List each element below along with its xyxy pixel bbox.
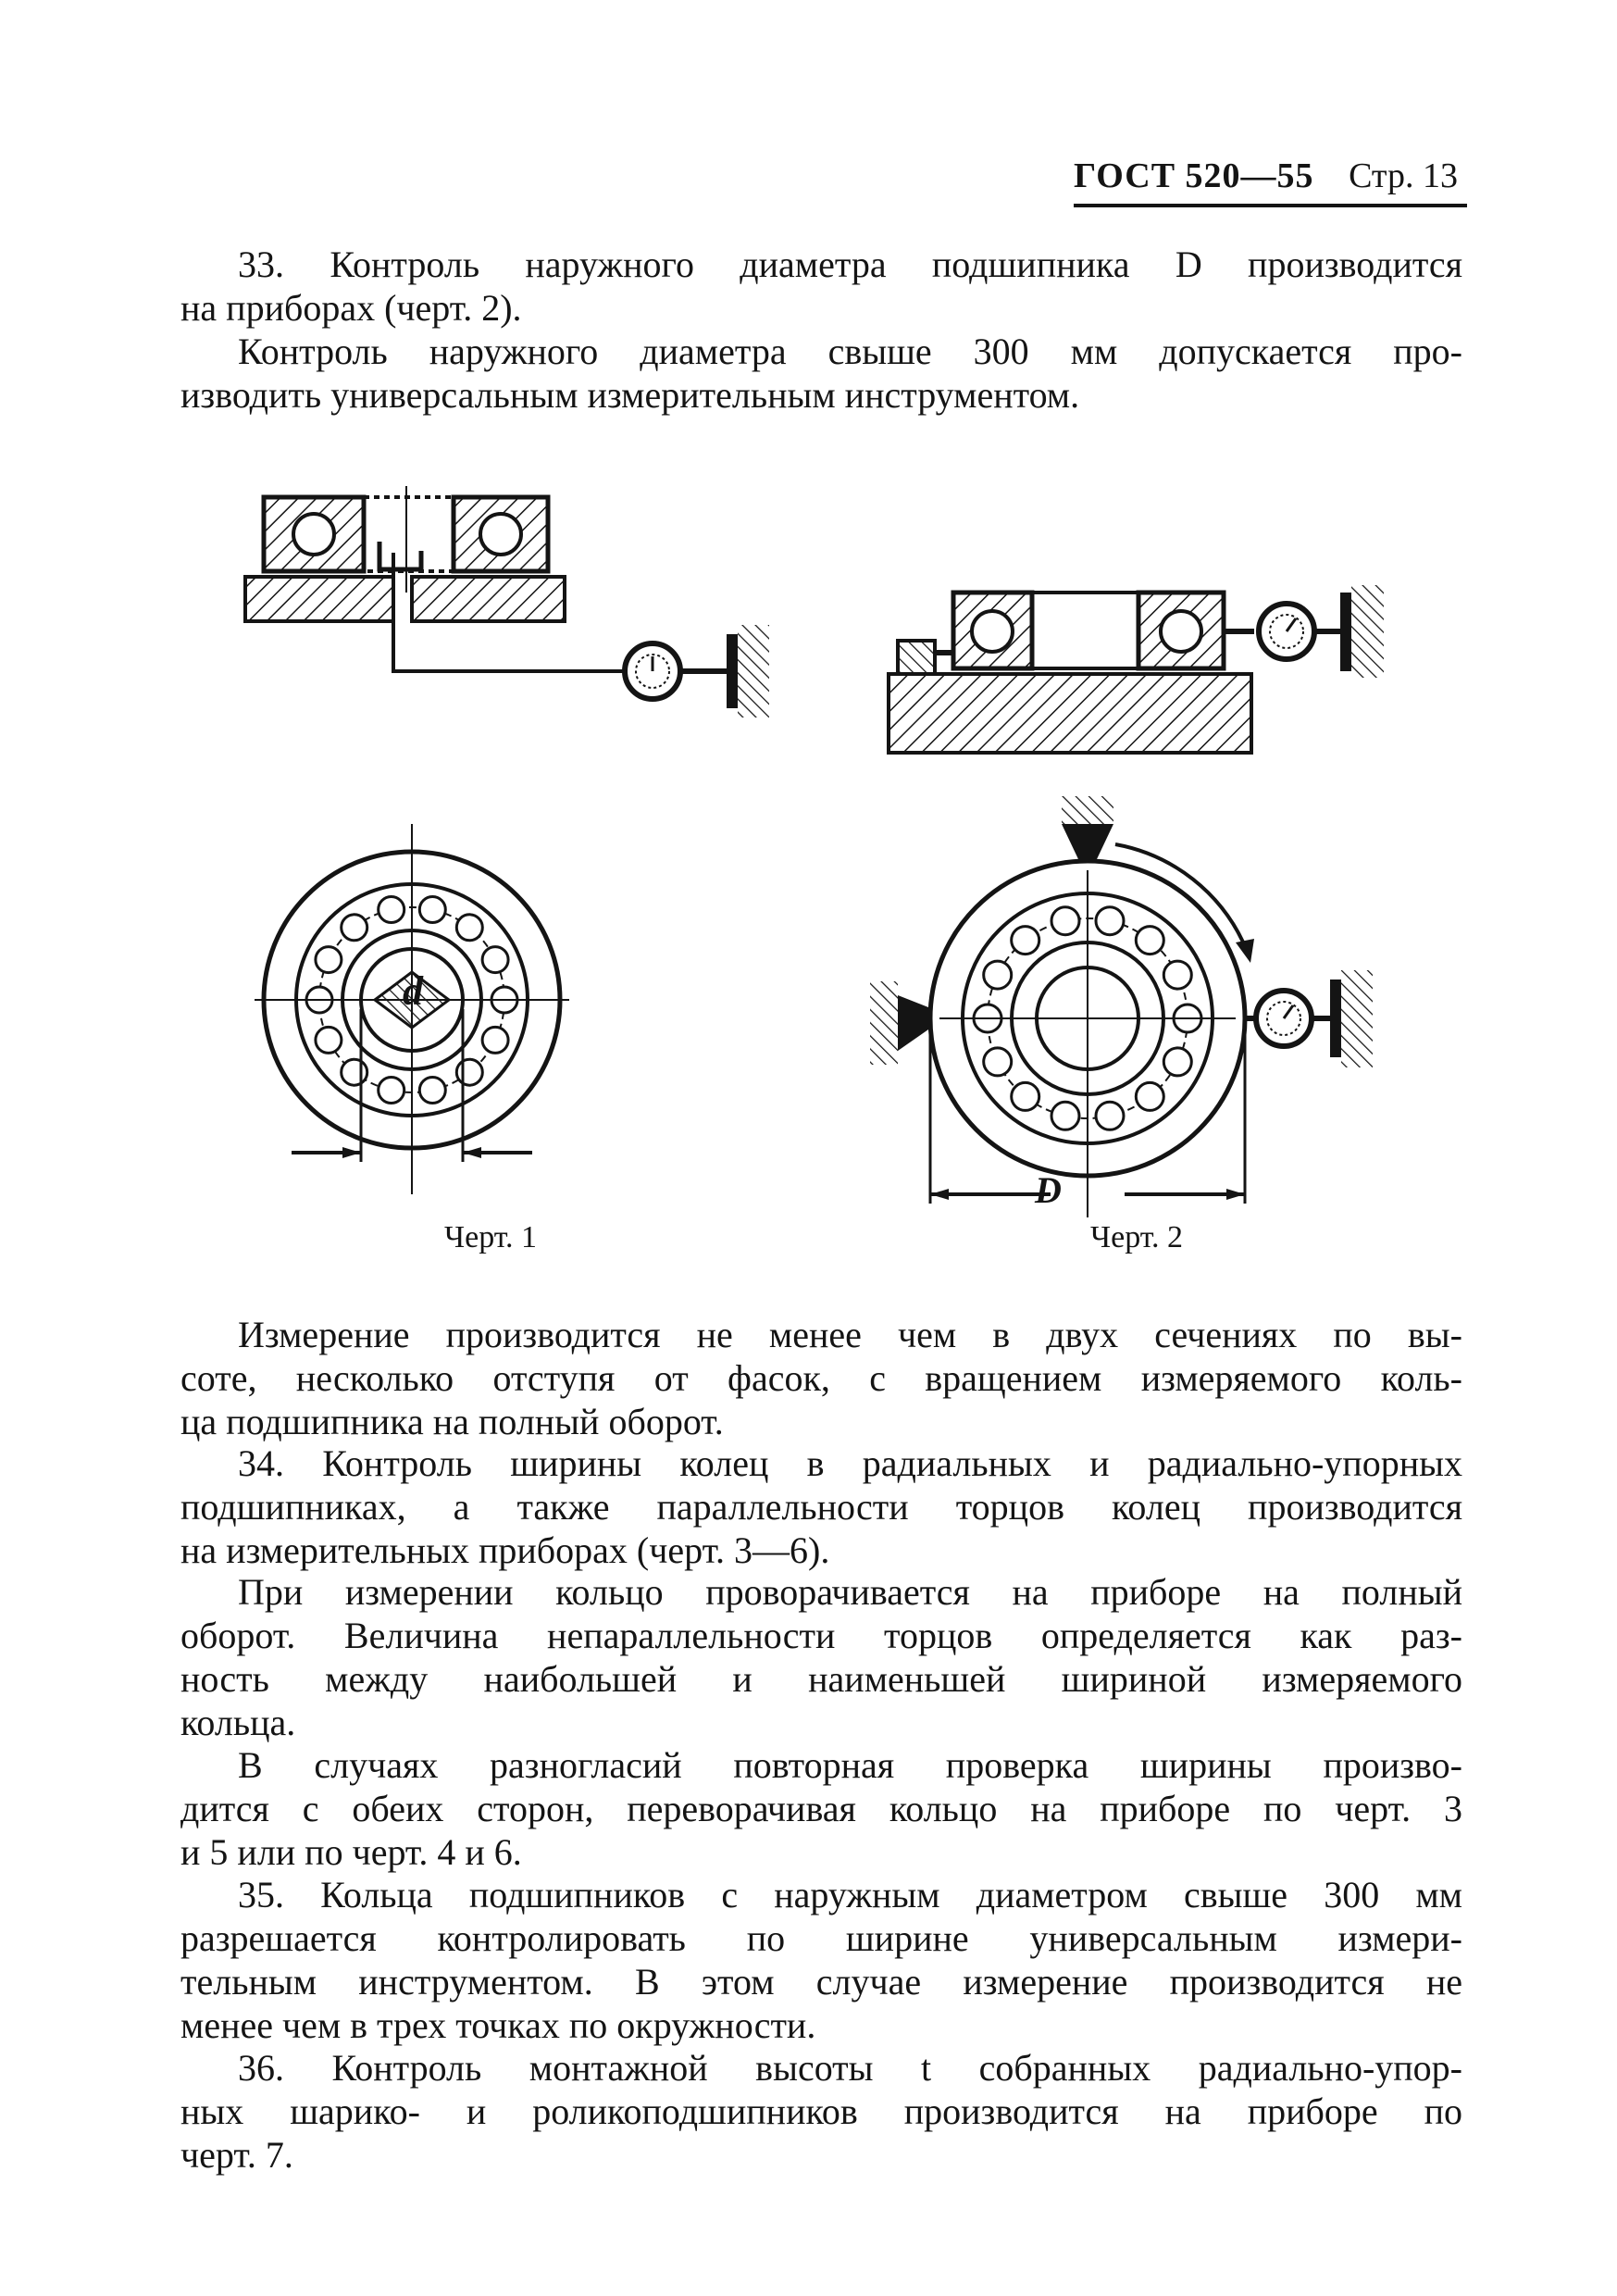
figure-1-caption: Черт. 1 (444, 1220, 538, 1254)
ball (419, 1078, 445, 1104)
support-stop (898, 641, 935, 674)
text-line: 34. Контроль ширины колец в радиальных и радиально-упорных (238, 1442, 1462, 1484)
text-line: на приборах (черт. 2). (180, 287, 522, 329)
paragraph-35 (180, 1873, 1462, 2047)
probe-tip (379, 542, 421, 569)
gauge-mount (1330, 980, 1341, 1057)
ball (1012, 1082, 1039, 1110)
text-line: Измерение производится не менее чем в двух сечениях по вы- (238, 1314, 1462, 1355)
text-line: 33. Контроль наружного диаметра подшипника D производится (238, 243, 1462, 285)
ball (984, 1048, 1012, 1076)
fig2-section-drawing (879, 574, 1416, 759)
text-line: подшипниках, а также параллельности торцов колец производится (180, 1486, 1462, 1528)
text-line: разрешается контролировать по ширине универсальным измери- (180, 1917, 1462, 1959)
document-number: ГОСТ 520—55 (1074, 156, 1314, 195)
text-line: на измерительных приборах (черт. 3—6). (180, 1529, 830, 1571)
text-line: тельным инструментом. В этом случае измерение производится не (180, 1961, 1462, 2003)
text-line: кольца. (180, 1702, 296, 1743)
text-line: дится с обеих сторон, переворачивая кольцо на приборе по черт. 3 (180, 1788, 1462, 1829)
paragraph-disagreements (180, 1743, 1462, 1874)
text-line: Контроль наружного диаметра свыше 300 мм допускается про- (238, 331, 1462, 372)
text-line: и 5 или по черт. 4 и 6. (180, 1831, 522, 1873)
left-support-tip (898, 995, 928, 1051)
text-line: В случаях разногласий повторная проверка ширины произво- (238, 1744, 1462, 1786)
fig2-front-drawing (870, 796, 1416, 1222)
header-rule (1074, 204, 1467, 207)
paragraph-36 (180, 2046, 1462, 2177)
ball (1163, 961, 1191, 989)
dim-arrow-left (930, 1189, 949, 1200)
ball (1012, 927, 1039, 955)
ball-right (1161, 611, 1201, 652)
page-header (1074, 148, 1467, 207)
ball (342, 1059, 367, 1085)
ball-right (480, 514, 521, 555)
ball (1051, 907, 1079, 935)
dimension-label-d: d (403, 968, 423, 1014)
dim-arrow-right (1226, 1189, 1245, 1200)
fig1-section-drawing (236, 486, 801, 736)
top-support (1062, 796, 1113, 824)
gauge-wall (738, 625, 769, 718)
ball (1096, 1102, 1124, 1129)
rotation-arrowhead (1236, 939, 1254, 963)
ball-left (293, 514, 334, 555)
figure-2-caption: Черт. 2 (1090, 1220, 1184, 1254)
ball (342, 915, 367, 941)
ball (316, 947, 342, 973)
paragraph-measurement (180, 1313, 1462, 1443)
ball (482, 947, 508, 973)
gauge-wall (1341, 970, 1373, 1067)
ball (456, 1059, 482, 1085)
left-support (870, 981, 898, 1065)
text-line: оборот. Величина непараллельности торцов определяется как раз- (180, 1615, 1462, 1656)
base (889, 674, 1251, 753)
ball (1136, 1082, 1163, 1110)
text-line: 36. Контроль монтажной высоты t собранных радиально-упор- (238, 2047, 1462, 2089)
ball-left (972, 611, 1013, 652)
paragraph-33 (180, 243, 1462, 417)
text-line: менее чем в трех точках по окружности. (180, 2004, 816, 2046)
ball (456, 915, 482, 941)
text-line: ность между наибольшей и наименьшей шириной измеряемого (180, 1658, 1462, 1700)
ball (379, 1078, 404, 1104)
ball (1136, 927, 1163, 955)
paragraph-rotation (180, 1570, 1462, 1744)
text-line: 35. Кольца подшипников с наружным диаметром свыше 300 мм (238, 1874, 1462, 1915)
text-line: соте, несколько отступя от фасок, с вращением измеряемого коль- (180, 1357, 1462, 1399)
gauge-wall (1351, 585, 1384, 678)
dim-arrow-left (342, 1147, 361, 1158)
ball (1163, 1048, 1191, 1076)
text-line: ных шарико- и роликоподшипников производится на приборе по (180, 2090, 1462, 2132)
top-support-tip (1062, 824, 1113, 859)
gauge-mount (1340, 593, 1351, 671)
ball (482, 1027, 508, 1053)
dim-arrow-right (463, 1147, 481, 1158)
dimension-label-D: D (1035, 1169, 1062, 1211)
text-line: черт. 7. (180, 2134, 293, 2176)
ball (316, 1027, 342, 1053)
ball (1051, 1102, 1079, 1129)
text-line: изводить универсальным измерительным инструментом. (180, 374, 1080, 416)
page-number: Стр. 13 (1349, 156, 1458, 195)
ball (984, 961, 1012, 989)
bore-gap (1032, 593, 1138, 668)
text-line: ца подшипника на полный оборот. (180, 1401, 724, 1442)
paragraph-34 (180, 1441, 1462, 1572)
ball (419, 897, 445, 923)
gauge-mount (727, 634, 738, 708)
ball (1096, 907, 1124, 935)
fig1-front-drawing (222, 833, 565, 1204)
text-line: При измерении кольцо проворачивается на приборе на полный (238, 1571, 1462, 1613)
base-left (245, 577, 393, 621)
base-right (412, 577, 565, 621)
ball (379, 897, 404, 923)
